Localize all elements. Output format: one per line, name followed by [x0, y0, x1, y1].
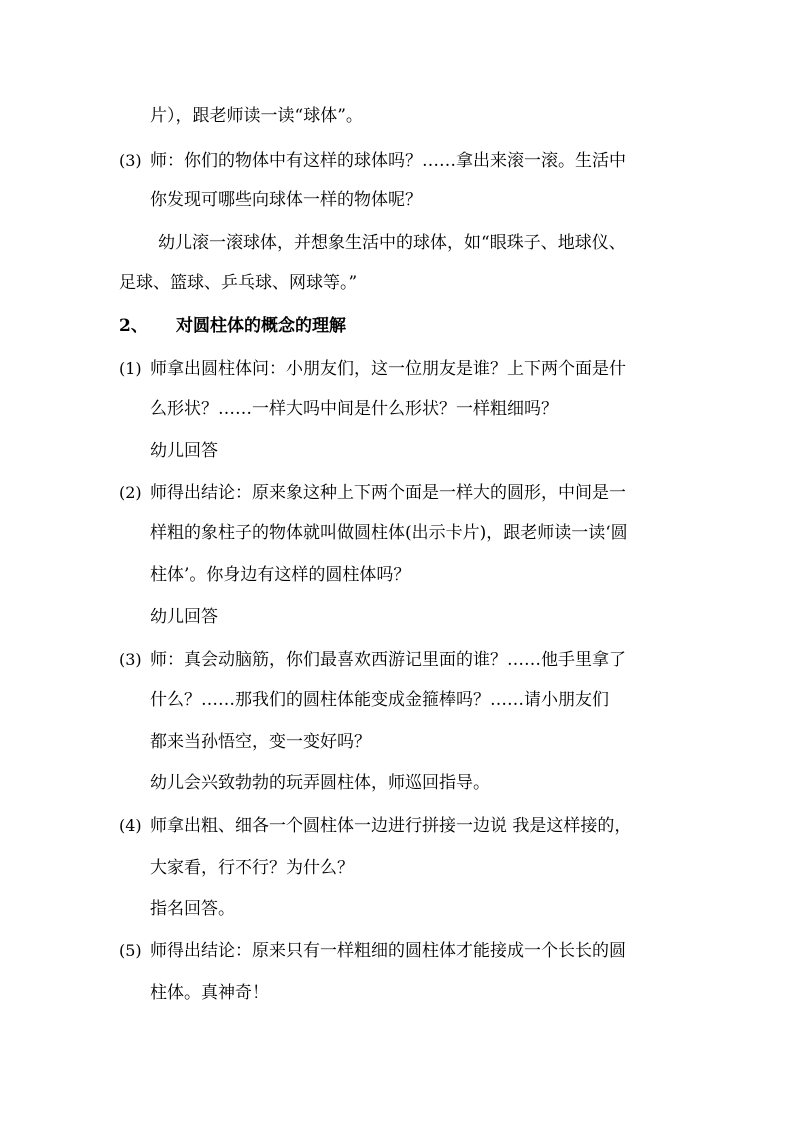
paragraph-line: 师：真会动脑筋，你们最喜欢西游记里面的谁？……他手里拿了 [150, 650, 626, 670]
item-number: (5) [119, 941, 142, 960]
intro-continuation: 片），跟老师读一读“球体”。 [150, 106, 363, 126]
paragraph-line: 你发现可哪些向球体一样的物体呢？ [150, 190, 422, 210]
paragraph-line: 柱体。真神奇！ [150, 983, 269, 1003]
paragraph-line: 柱体’。你身边有这样的圆柱体吗？ [150, 565, 411, 585]
paragraph-line: 师得出结论：原来象这种上下两个面是一样大的圆形，中间是一 [150, 483, 626, 503]
item-number: (3) [119, 151, 142, 170]
paragraph-line: 样粗的象柱子的物体就叫做圆柱体(出示卡片)，跟老师读一读‘圆 [150, 523, 628, 543]
paragraph-line: 师得出结论：原来只有一样粗细的圆柱体才能接成一个长长的圆 [150, 941, 626, 961]
section-title: 对圆柱体的概念的理解 [176, 316, 346, 336]
paragraph-line: 大家看，行不行？为什么？ [150, 858, 354, 878]
item-number: (1) [119, 359, 142, 378]
paragraph-line: 师拿出粗、细各一个圆柱体一边进行拼接一边说 我是这样接的， [150, 816, 632, 836]
paragraph-line: 么形状？……一样大吗中间是什么形状？一样粗细吗？ [150, 399, 558, 419]
item-number: (4) [119, 816, 142, 835]
paragraph-line: 师：你们的物体中有这样的球体吗？……拿出来滚一滚。生活中 [150, 151, 626, 171]
item-number: (2) [119, 483, 142, 502]
child-response: 指名回答。 [150, 899, 235, 919]
paragraph-line: 都来当孙悟空，变一变好吗？ [150, 732, 371, 752]
item-number: (3) [119, 650, 142, 669]
paragraph-line: 足球、篮球、乒乓球、网球等。” [119, 273, 358, 293]
paragraph-line: 什么？……那我们的圆柱体能变成金箍棒吗？……请小朋友们 [150, 690, 609, 710]
paragraph-line: 幼儿滚一滚球体，并想象生活中的球体，如“眼珠子、地球仪、 [158, 233, 626, 253]
paragraph-line: 师拿出圆柱体问：小朋友们，这一位朋友是谁？上下两个面是什 [150, 359, 626, 379]
section-number: 2、 [119, 316, 148, 336]
child-response: 幼儿回答 [150, 607, 218, 627]
child-response: 幼儿会兴致勃勃的玩弄圆柱体，师巡回指导。 [150, 773, 490, 793]
child-response: 幼儿回答 [150, 441, 218, 461]
